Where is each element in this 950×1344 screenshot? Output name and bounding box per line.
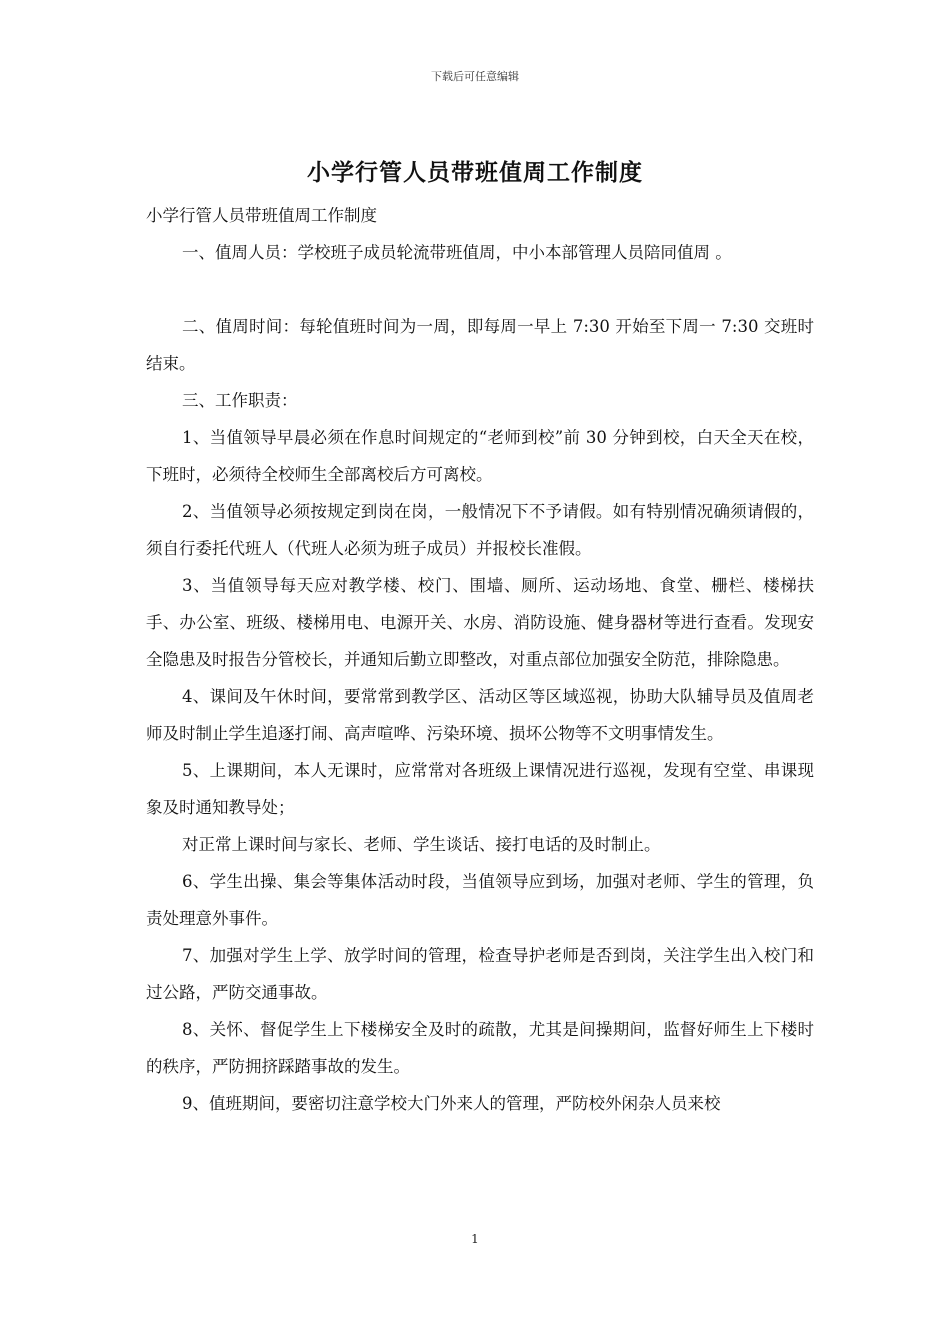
page-number: 1 [471,1232,479,1246]
paragraph-responsibilities-heading: 三、工作职责： [182,391,298,410]
paragraph-item-5: 5、上课期间，本人无课时，应常常对各班级上课情况进行巡视，发现有空堂、串课现象及时通知教导处； [146,761,814,817]
paragraph-subtitle: 小学行管人员带班值周工作制度 [146,206,377,225]
paragraph-duty-personnel: 一、值周人员：学校班子成员轮流带班值周，中小本部管理人员陪同值周 。 [182,243,732,262]
document-title: 小学行管人员带班值周工作制度 [307,160,643,186]
paragraph-item-5-continued: 对正常上课时间与家长、老师、学生谈话、接打电话的及时制止。 [182,835,661,854]
paragraph-item-3: 3、当值领导每天应对教学楼、校门、围墙、厕所、运动场地、食堂、栅栏、楼梯扶手、办公室、班级、楼梯用电、电源开关、水房、消防设施、健身器材等进行查看。发现安全隐患及时报告分管校长，并通知后勤立即整改，对重点部位加强安全防范，排除隐患。 [146,576,814,669]
paragraph-item-4: 4、课间及午休时间，要常常到教学区、活动区等区域巡视，协助大队辅导员及值周老师及时制止学生追逐打闹、高声喧哗、污染环境、损坏公物等不文明事情发生。 [146,687,814,743]
paragraph-item-7: 7、加强对学生上学、放学时间的管理，检查导护老师是否到岗，关注学生出入校门和过公路，严防交通事故。 [146,946,814,1002]
paragraph-duty-time: 二、值周时间：每轮值班时间为一周，即每周一早上 7:30 开始至下周一 7:30 交班时结束。 [146,317,814,373]
document-body [146,197,814,1122]
paragraph-item-2: 2、当值领导必须按规定到岗在岗，一般情况下不予请假。如有特别情况确须请假的，须自行委托代班人（代班人必须为班子成员）并报校长准假。 [146,502,814,558]
paragraph-item-6: 6、学生出操、集会等集体活动时段，当值领导应到场，加强对老师、学生的管理，负责处理意外事件。 [146,872,814,928]
paragraph-item-9: 9、值班期间，要密切注意学校大门外来人的管理，严防校外闲杂人员来校 [182,1094,721,1113]
paragraph-item-8: 8、关怀、督促学生上下楼梯安全及时的疏散，尤其是间操期间，监督好师生上下楼时的秩序，严防拥挤踩踏事故的发生。 [146,1020,814,1076]
header-note: 下载后可任意编辑 [431,70,519,83]
paragraph-item-1: 1、当值领导早晨必须在作息时间规定的“老师到校”前 30 分钟到校，白天全天在校，下班时，必须待全校师生全部离校后方可离校。 [146,428,814,484]
